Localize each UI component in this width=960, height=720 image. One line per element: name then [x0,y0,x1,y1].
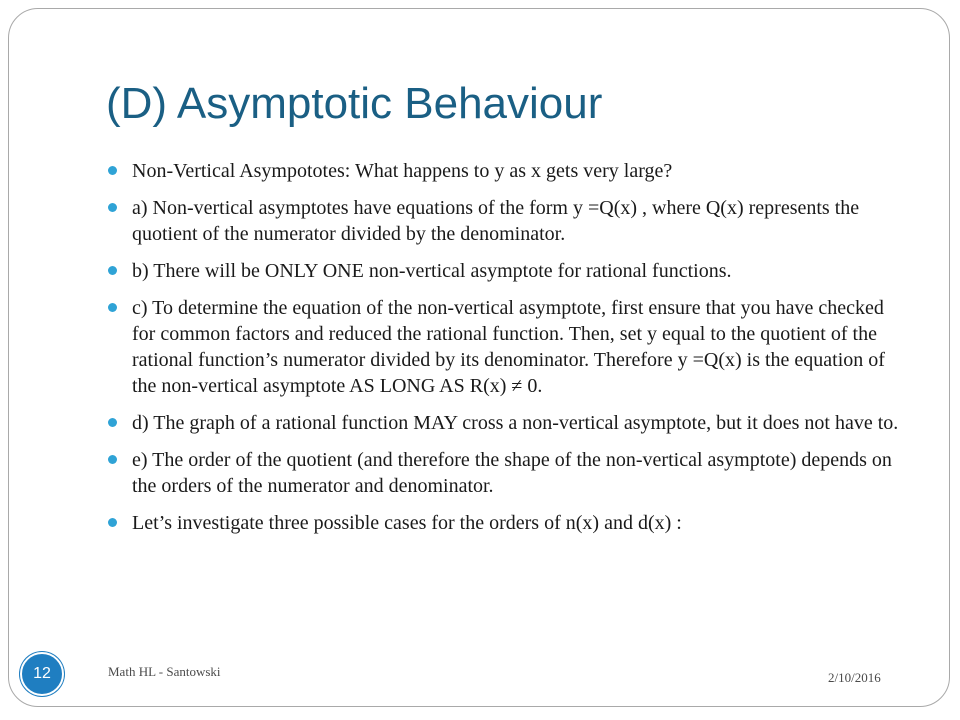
bullet-text: b) There will be ONLY ONE non-vertical asymptote for rational functions. [132,260,732,282]
bullet-text: c) To determine the equation of the non-vertical asymptote, first ensure that you have checked for common factors and reduced the rational function. Then, set y equal to the quotient of the rational function’s numerator divided by its denominator. Therefore y =Q(x) is the equation of the non-vertical asymptote AS LONG AS R(x) ≠ 0. [132,297,885,397]
bullet-dot-icon [108,455,117,464]
bullet-item [106,410,906,436]
page-number-badge: 12 [20,652,64,696]
bullet-dot-icon [108,518,117,527]
bullet-text: a) Non-vertical asymptotes have equations of the form y =Q(x) , where Q(x) represents the quotient of the numerator divided by the denominator. [132,197,860,245]
bullet-list [106,158,906,547]
bullet-item [106,295,906,399]
slide-title: (D) Asymptotic Behaviour [106,79,603,128]
bullet-text: Non-Vertical Asympototes: What happens to y as x gets very large? [132,160,673,182]
bullet-item [106,258,906,284]
footer-date: 2/10/2016 [828,670,881,685]
bullet-dot-icon [108,266,117,275]
bullet-dot-icon [108,418,117,427]
bullet-item [106,195,906,247]
bullet-dot-icon [108,203,117,212]
bullet-item [106,158,906,184]
bullet-dot-icon [108,303,117,312]
bullet-text: e) The order of the quotient (and therefore the shape of the non-vertical asymptote) depends on the orders of the numerator and denominator. [132,449,892,497]
bullet-item [106,447,906,499]
bullet-item [106,510,906,536]
footer-course: Math HL - Santowski [108,664,221,679]
bullet-dot-icon [108,166,117,175]
bullet-text: Let’s investigate three possible cases for the orders of n(x) and d(x) : [132,512,682,534]
bullet-text: d) The graph of a rational function MAY cross a non-vertical asymptote, but it does not have to. [132,412,899,434]
